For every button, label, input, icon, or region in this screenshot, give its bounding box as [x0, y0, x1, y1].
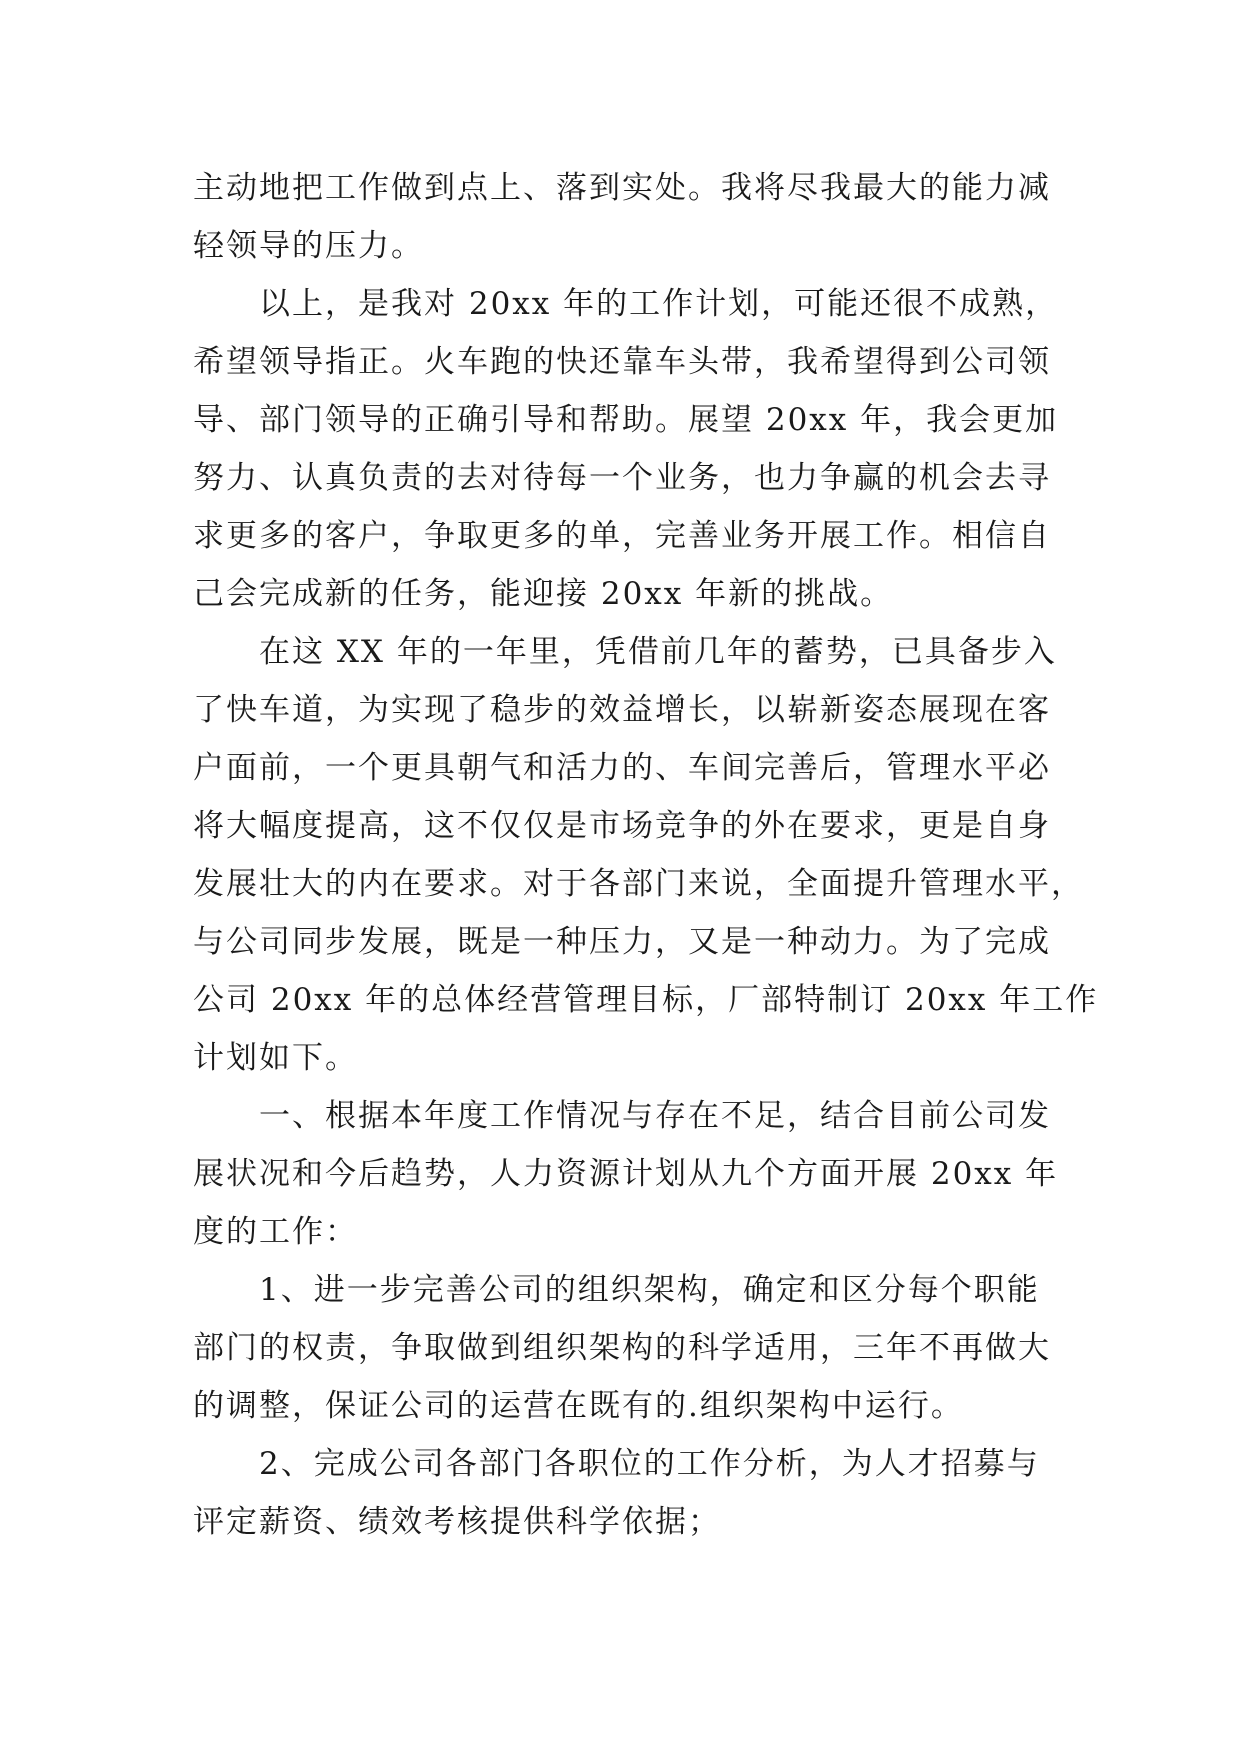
text-line: 将大幅度提高，这不仅仅是市场竞争的外在要求，更是自身 [193, 808, 1051, 844]
text-line: 2、完成公司各部门各职位的工作分析，为人才招募与 [259, 1446, 1040, 1482]
text-line: 轻领导的压力。 [193, 228, 424, 264]
text-line: 户面前，一个更具朝气和活力的、车间完善后，管理水平必 [193, 750, 1051, 786]
text-line: 与公司同步发展，既是一种压力，又是一种动力。为了完成 [193, 924, 1051, 960]
text-line: 展状况和今后趋势，人力资源计划从九个方面开展 20xx 年 [193, 1156, 1059, 1192]
text-line: 以上，是我对 20xx 年的工作计划，可能还很不成熟， [259, 286, 1059, 322]
text-line: 在这 XX 年的一年里，凭借前几年的蓄势，已具备步入 [259, 634, 1057, 670]
text-line: 评定薪资、绩效考核提供科学依据； [193, 1504, 721, 1540]
text-line: 导、部门领导的正确引导和帮助。展望 20xx 年，我会更加 [193, 402, 1059, 438]
text-line: 一、根据本年度工作情况与存在不足，结合目前公司发 [259, 1098, 1051, 1134]
document-body [193, 159, 1099, 1551]
text-line: 发展壮大的内在要求。对于各部门来说，全面提升管理水平， [193, 866, 1084, 902]
text-line: 了快车道，为实现了稳步的效益增长，以崭新姿态展现在客 [193, 692, 1051, 728]
text-line: 度的工作： [193, 1214, 358, 1250]
text-line: 的调整，保证公司的运营在既有的.组织架构中运行。 [193, 1388, 964, 1424]
text-line: 公司 20xx 年的总体经营管理目标，厂部特制订 20xx 年工作 [193, 982, 1099, 1018]
text-line: 1、进一步完善公司的组织架构，确定和区分每个职能 [259, 1272, 1040, 1308]
text-line: 计划如下。 [193, 1040, 358, 1076]
text-line: 希望领导指正。火车跑的快还靠车头带，我希望得到公司领 [193, 344, 1051, 380]
text-line: 主动地把工作做到点上、落到实处。我将尽我最大的能力减 [193, 170, 1051, 206]
text-line: 努力、认真负责的去对待每一个业务，也力争赢的机会去寻 [193, 460, 1051, 496]
text-line: 部门的权责，争取做到组织架构的科学适用，三年不再做大 [193, 1330, 1051, 1366]
text-line: 己会完成新的任务，能迎接 20xx 年新的挑战。 [193, 576, 894, 612]
text-line: 求更多的客户，争取更多的单，完善业务开展工作。相信自 [193, 518, 1051, 554]
